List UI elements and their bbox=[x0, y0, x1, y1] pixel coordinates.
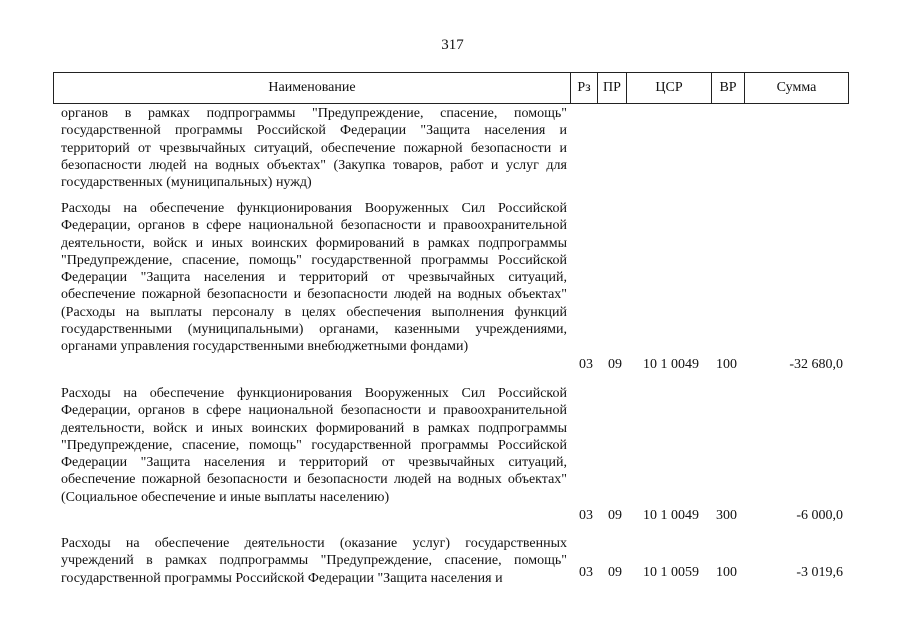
row-csr: 10 1 0049 bbox=[643, 357, 699, 372]
header-pr: ПР bbox=[598, 73, 627, 103]
header-sum: Сумма bbox=[776, 80, 817, 95]
row-sum: -3 019,6 bbox=[796, 565, 843, 580]
row-sum: -32 680,0 bbox=[789, 357, 843, 372]
row-csr: 10 1 0049 bbox=[643, 508, 699, 523]
header-vr: ВР bbox=[712, 73, 745, 103]
row-vr: 100 bbox=[716, 357, 737, 372]
header-rz: Рз bbox=[571, 73, 598, 103]
row-pr: 09 bbox=[608, 357, 622, 372]
table-row-text: органов в рамках подпрограммы "Предупреждение, спасение, помощь" государственной программы Российской Федерации "Защита населения и территорий от чрезвычайных ситуаций, обеспечение пожарной безопасности и безопасности людей на водных объектах" (Закупка товаров, работ и услуг для государственных (муниципальных) нужд) bbox=[61, 106, 567, 191]
header-csr: ЦСР bbox=[627, 73, 712, 103]
page-number: 317 bbox=[441, 37, 464, 53]
table-header bbox=[53, 72, 849, 104]
row-pr: 09 bbox=[608, 508, 622, 523]
table-row-text: Расходы на обеспечение функционирования Вооруженных Сил Российской Федерации, органов в сфере национальной безопасности и правоохранительной деятельности, войск и иных воинских формирований в рамках подпрограммы "Предупреждение, спасение, помощь" государственной программы Российской Федерации "Защита населения и территорий от чрезвычайных ситуаций, обеспечение пожарной безопасности и безопасности людей на водных объектах" (Социальное обеспечение и иные выплаты населению) bbox=[61, 386, 567, 505]
header-name: Наименование bbox=[54, 73, 571, 103]
row-csr: 10 1 0059 bbox=[643, 565, 699, 580]
row-rz: 03 bbox=[579, 357, 593, 372]
row-vr: 100 bbox=[716, 565, 737, 580]
row-rz: 03 bbox=[579, 508, 593, 523]
table-row-text: Расходы на обеспечение функционирования Вооруженных Сил Российской Федерации, органов в сфере национальной безопасности и правоохранительной деятельности, войск и иных воинских формирований в рамках подпрограммы "Предупреждение, спасение, помощь" государственной программы Российской Федерации "Защита населения и территорий от чрезвычайных ситуаций, обеспечение пожарной безопасности и безопасности людей на водных объектах" (Расходы на выплаты персоналу в целях обеспечения выполнения функций государственными (муниципальными) органами, казенными учреждениями, органами управления государственными внебюджетными фондами) bbox=[61, 201, 567, 355]
row-rz: 03 bbox=[579, 565, 593, 580]
row-vr: 300 bbox=[716, 508, 737, 523]
table-row-text: Расходы на обеспечение деятельности (оказание услуг) государственных учреждений в рамках подпрограммы "Предупреждение, спасение, помощь" государственной программы Российской Федерации "Защита населения и bbox=[61, 536, 567, 586]
row-pr: 09 bbox=[608, 565, 622, 580]
row-sum: -6 000,0 bbox=[796, 508, 843, 523]
